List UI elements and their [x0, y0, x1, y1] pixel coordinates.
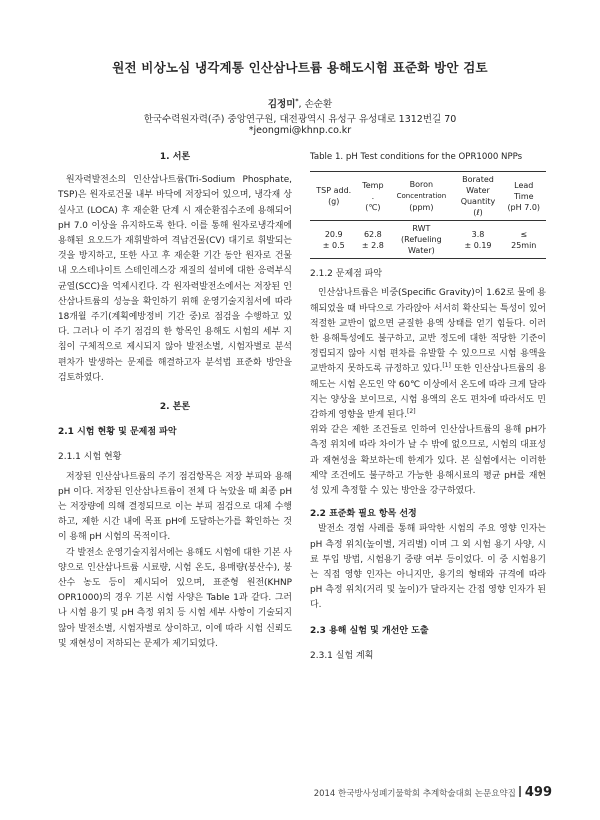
table-row	[310, 221, 546, 259]
subsection-heading: 2.3 용해 실험 및 개선안 도출	[310, 625, 429, 636]
email: *jeongmi@khnp.co.kr	[248, 125, 352, 136]
table-cell: ≤ 25min	[511, 229, 537, 250]
table-cell: 62.8 ± 2.8	[361, 229, 384, 250]
reference-mark: [1]	[442, 362, 451, 370]
paragraph: 인산삼나트륨은 비중(Specific Gravity)이 1.62로 물에 용해되었을 때 바닥으로 가라앉아 서서히 확산되는 특성이 있어 적절한 교반이 없으면 균질한 용액 상태를 얻기 힘들다. 이러한 용해특성에도 불구하고, 교반 정도에 대한 적당한 기준이 정립되지 않아 시험 편차를 유발할 수 있으므로 시험 용액을 교반하지 못하도록 규정하고 있다.[1] 또한 인산삼나트륨의 용해도는 시험 온도인 약 60℃ 이상에서 온도에 따라 크게 달라지는 양상을 보이므로, 시험 용액의 온도 편차에 따라서도 민감하게 영향을 받게 된다.[2]	[310, 288, 546, 421]
page-number: 499	[524, 785, 552, 800]
table-header-cell: Temp . (℃)	[362, 180, 384, 212]
paper-title: 원전 비상노심 냉각계통 인산삼나트륨 용해도시험 표준화 방안 검토	[112, 60, 488, 75]
co-author: , 손순환	[298, 99, 333, 110]
footer-text: 2014 한국방사성폐기물학회 추계학술대회 논문요약집	[313, 789, 516, 799]
table-cell: 20.9 ± 0.5	[322, 229, 345, 250]
table-cell: 3.8 ± 0.19	[464, 229, 492, 250]
right-column	[310, 150, 546, 664]
subsection-heading: 2.1 시험 현황 및 문제점 파악	[58, 427, 177, 438]
table-cell: RWT (Refueling Water)	[401, 224, 442, 256]
subsection-heading: 2.2 표준화 필요 항목 선정	[310, 509, 417, 520]
corresponding-mark: *	[295, 97, 299, 105]
table-header-cell: Borated Water Quantity (ℓ)	[460, 175, 496, 218]
paragraph: 발전소 경험 사례를 통해 파악한 시험의 주요 영향 인자는 pH 측정 위치(높이별, 거리별) 이며 그 외 시험 용기 사양, 시료 투입 방법, 시험용기 중량 여부 등이었다. 이 중 시험용기는 직접 영향 인자는 아니지만, 용기의 형태와 규격에 따라 pH 측정 위치(거리 및 높이)가 달라지는 간접 영향 인자가 된다.	[310, 524, 546, 611]
subsubsection-heading: 2.1.2 문제점 파악	[310, 269, 383, 280]
left-column	[58, 150, 292, 652]
paragraph: 각 발전소 운영기술지침서에는 용해도 시험에 대한 기본 사양으로 인산삼나트륨 시료량, 시험 온도, 용매량(붕산수), 붕산수 농도 등이 제시되어 있으며, 표준형 원전(KHNP OPR1000)의 경우 기본 시험 사양은 Table 1과 같다. 그러나 시험 용기 및 pH 측정 위치 등 시험 세부 사항이 기술되지 않아 발전소별, 시험자별로 상이하고, 이에 따라 시험 신뢰도 및 재현성이 저하되는 문제가 제기되었다.	[58, 547, 292, 649]
test-conditions-table	[310, 171, 546, 259]
authors	[0, 96, 600, 110]
table-header-cell: Boron Concentration (ppm)	[396, 180, 447, 213]
table-header-cell: Lead Time (pH 7.0)	[507, 180, 541, 212]
subsubsection-heading: 2.1.1 시험 현황	[58, 452, 122, 463]
paragraph: 위와 같은 제한 조건들로 인하여 인산삼나트륨의 용해 pH가 측정 위치에 따라 차이가 날 수 밖에 없으므로, 시험의 대표성과 재현성을 확보하는데 한계가 있다. 본 실험에서는 이러한 제약 조건에도 불구하고 가능한 용해시료의 평균 pH를 재현성 있게 측정할 수 있는 방안을 강구하였다.	[310, 425, 546, 497]
section-heading-introduction: 1. 서론	[159, 152, 191, 162]
section-heading-body: 2. 본론	[159, 402, 191, 413]
table-header-row	[310, 172, 546, 221]
table-caption: Table 1. pH Test conditions for the OPR1000 NPPs	[310, 152, 523, 162]
table-header-cell: TSP add. (g)	[316, 186, 352, 207]
paragraph: 저장된 인산삼나트륨의 주기 점검항목은 저장 부피와 용해 pH 이다. 저장된 인산삼나트륨이 전체 다 녹았을 때 최종 pH는 저장량에 의해 결정되므로 이는 부피 점검으로 대체 수행하고, 제한 시간 내에 목표 pH에 도달하는가를 확인하는 것이 용해 pH 시험의 목적이다.	[58, 471, 292, 543]
first-author: 김정미	[267, 99, 296, 110]
subsubsection-heading: 2.3.1 실험 계획	[310, 650, 374, 661]
page-footer	[314, 785, 552, 800]
footer-divider	[519, 786, 521, 797]
reference-mark: [2]	[407, 408, 416, 416]
paragraph: 원자력발전소의 인산삼나트륨(Tri-Sodium Phosphate, TSP)은 원자로건물 내부 바닥에 저장되어 있으며, 냉각재 상실사고 (LOCA) 후 재순환 단계 시 재순환집수조에 용해되어 pH 7.0 이상을 유지하도록 한다. 이를 통해 원자로냉각재에 용해된 요오드가 재휘발하여 격납건물(CV) 대기로 휘발되는 것을 방지하고, 또한 사고 후 재순환 기간 동안 원자로 건물 내 오스테나이트 스테인레스강 재질의 설비에 대한 응력부식균열(SCC)을 억제시킨다. 각 원자력발전소에서는 저장된 인산삼나트륨의 성능을 확인하기 위해 운영기술지침서에 따라 18개월 주기(계획예방정비 기간 중)로 점검을 수행하고 있다. 그러나 이 주기 점검의 한 항목인 용해도 시험의 세부 지침이 구체적으로 제시되지 않아 발전소별, 시험자별로 분석 편차가 발생하는 문제를 해결하고자 분석법 표준화 방안을 검토하였다.	[58, 175, 292, 383]
affiliation: 한국수력원자력(주) 중앙연구원, 대전광역시 유성구 유성대로 1312번길 70	[143, 114, 457, 125]
